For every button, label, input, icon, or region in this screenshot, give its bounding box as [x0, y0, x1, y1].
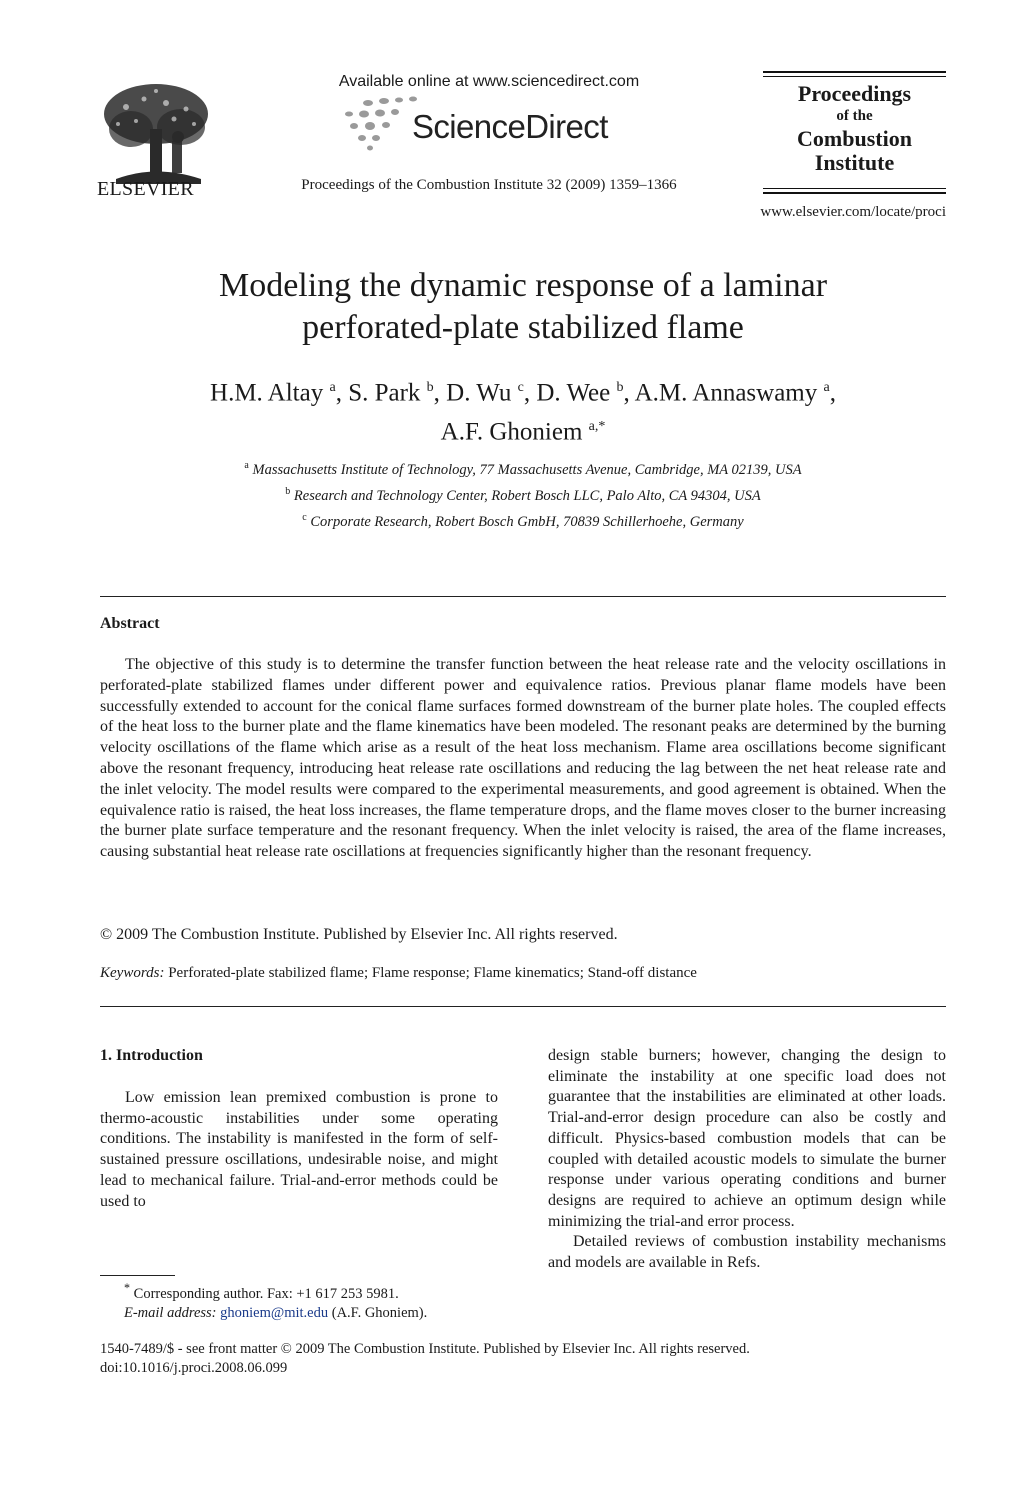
author-name: D. Wu — [446, 379, 512, 407]
author-separator: , — [523, 379, 537, 407]
affiliation — [100, 481, 946, 507]
intro-paragraph: Low emission lean premixed combustion is prone to thermo-acoustic instabilities under some operating conditions. The instability is manifested in the form of self-sustained pressure oscillations, undesirable noise, and might lead to mechanical failure. Trial-and-error methods could be used to — [100, 1089, 498, 1210]
doi[interactable]: doi:10.1016/j.proci.2008.06.099 — [100, 1360, 288, 1376]
section-divider — [100, 596, 946, 597]
author-name: S. Park — [348, 379, 421, 407]
available-online-text: Available online at www.sciencedirect.com — [338, 73, 640, 90]
keywords-list: Perforated-plate stabilized flame; Flame response; Flame kinematics; Stand-off distance — [168, 965, 697, 981]
author-separator: , — [623, 379, 635, 407]
abstract-body: The objective of this study is to determine the transfer function between the heat release rate and the velocity oscillations in perforated-plate stabilized flames under different power and equivalence ratios. Previous planar flame models have been successfully extended to account for the conical flame surfaces formed downstream of the burner plate holes. The coupled effects of the heat loss to the burner plate and the flame kinematics have been modeled. The resonant peaks are determined by the burning velocity oscillations of the flame which arise as a result of the heat loss mechanism. Flame area oscillations become significant above the resonant frequency, introducing heat release rate oscillations and reducing the lag between the net heat release rate and the inlet velocity. The model results were compared to the experimental measurements, and good agreement is obtained. When the equivalence ratio is raised, the heat loss increases, the flame temperature drops, and the flame moves closer to the burner increasing the burner plate surface temperature and the resonant frequency. When the inlet velocity is raised, the area of the flame increases, causing substantial heat release rate oscillations at frequencies significantly higher than the resonant frequency. — [100, 656, 946, 861]
corresponding-author: Corresponding author. Fax: +1 617 253 5981. — [133, 1285, 399, 1302]
author-affil-marker: a,* — [588, 419, 606, 435]
author-affil-marker: c — [517, 380, 524, 395]
keywords — [100, 965, 697, 982]
journal-box-line: Institute — [814, 149, 895, 175]
journal-box-line: of the — [836, 108, 873, 125]
email-owner: (A.F. Ghoniem). — [331, 1304, 428, 1321]
affiliation — [100, 455, 946, 481]
author-separator: , — [433, 379, 447, 407]
author-affil-marker: b — [426, 380, 434, 395]
journal-box-line: Proceedings — [797, 81, 912, 106]
author-name: H.M. Altay — [210, 379, 324, 407]
intro-paragraph: design stable burners; however, changing the design to eliminate the instability at one specific load does not guarantee that the instabilities are eliminated at other loads. Trial-and-error design procedure can also be costly and difficult. Physics-based combustion models that can be coupled with detailed acoustic models to simulate the burner response under various operating conditions and burner designs are required to achieve an optimum design while minimizing the trial-and error process. — [548, 1047, 946, 1230]
issn-line: 1540-7489/$ - see front matter © 2009 The Combustion Institute. Published by Elsevier Inc. All rights reserved. — [100, 1341, 750, 1357]
section-divider — [100, 1006, 946, 1007]
title-line: Modeling the dynamic response of a laminar — [218, 267, 828, 304]
email-link[interactable]: ghoniem@mit.edu — [220, 1304, 329, 1321]
affiliation-text: Massachusetts Institute of Technology, 77 Massachusetts Avenue, Cambridge, MA 02139, USA — [252, 461, 802, 478]
abstract-heading: Abstract — [100, 615, 160, 632]
footnote-rule — [100, 1275, 175, 1276]
journal-name-box — [763, 82, 946, 175]
abstract-copyright: © 2009 The Combustion Institute. Published by Elsevier Inc. All rights reserved. — [100, 926, 618, 943]
author-affil-marker: a — [329, 380, 336, 395]
affil-marker: c — [302, 511, 307, 523]
title-line: perforated-plate stabilized flame — [302, 309, 744, 346]
intro-paragraph: Detailed reviews of combustion instability mechanisms and models are available in Refs. — [548, 1233, 946, 1272]
sciencedirect-wordmark: ScienceDirect — [412, 108, 608, 145]
affiliation-text: Research and Technology Center, Robert Bosch LLC, Palo Alto, CA 94304, USA — [293, 487, 761, 504]
right-column — [548, 1046, 946, 1274]
journal-box-line: Combustion — [797, 125, 912, 151]
author-separator: , — [829, 379, 836, 407]
author-list — [100, 371, 946, 450]
author-separator: , — [335, 379, 349, 407]
author-name: A.M. Annaswamy — [634, 379, 818, 407]
journal-box-rule — [763, 71, 946, 73]
journal-reference: Proceedings of the Combustion Institute 32 (2009) 1359–1366 — [301, 177, 677, 193]
author-affil-marker: a — [823, 380, 830, 395]
email-label: E-mail address: — [124, 1304, 217, 1321]
affiliation-list — [100, 455, 946, 532]
keywords-label: Keywords: — [100, 965, 165, 981]
author-name: A.F. Ghoniem — [440, 418, 583, 446]
footnote — [100, 1279, 520, 1323]
article-title — [100, 265, 946, 349]
affiliation — [100, 507, 946, 533]
publisher-name: ELSEVIER — [97, 178, 194, 200]
section-heading: 1. Introduction — [100, 1047, 203, 1064]
journal-url[interactable]: www.elsevier.com/locate/proci — [760, 204, 946, 220]
journal-box-rule — [763, 192, 946, 194]
footnote-marker: * — [124, 1281, 131, 1295]
journal-box-rule — [763, 76, 946, 77]
affil-marker: b — [285, 485, 291, 497]
author-name: D. Wee — [536, 379, 611, 407]
author-affil-marker: b — [616, 380, 624, 395]
front-matter-meta — [100, 1340, 750, 1378]
affiliation-text: Corporate Research, Robert Bosch GmbH, 70839 Schillerhoehe, Germany — [310, 513, 744, 530]
journal-box-rule — [763, 188, 946, 189]
affil-marker: a — [244, 460, 249, 471]
